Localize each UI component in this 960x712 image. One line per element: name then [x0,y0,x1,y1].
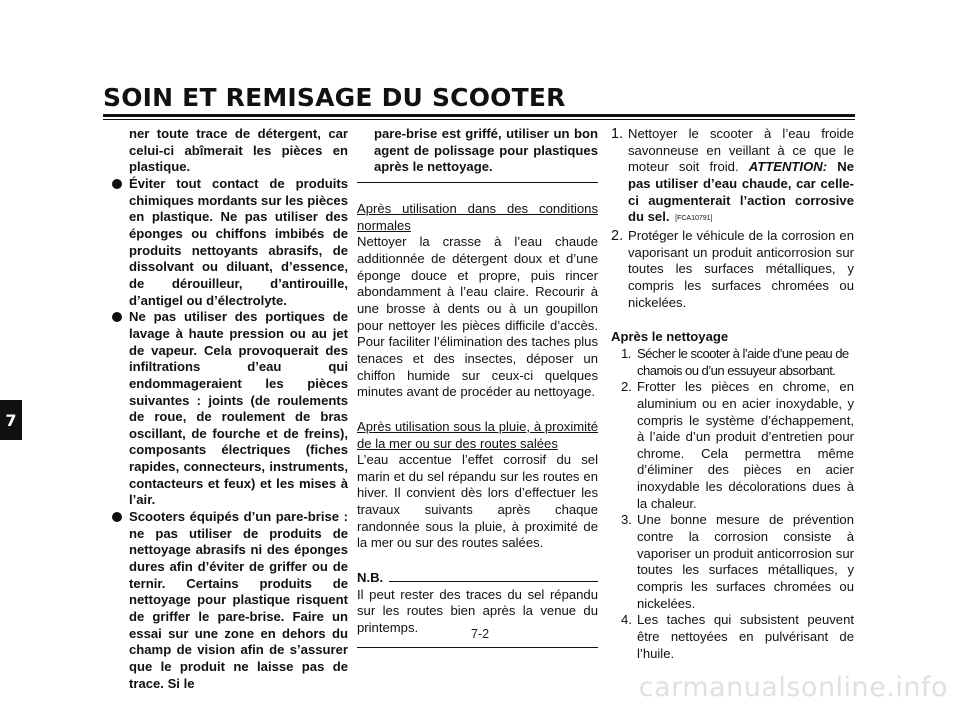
bullet-icon [112,512,122,522]
note-rule [389,581,598,582]
page-number: 7-2 [470,627,490,641]
reference-code: [FCA10791] [675,215,713,223]
list-item [611,228,854,311]
column-1 [112,126,348,692]
title-underline-thin [103,119,855,120]
page-title: SOIN ET REMISAGE DU SCOOTER [103,83,566,112]
item-number: 4. [621,612,632,628]
item-text: Une bonne mesure de prévention contre la corrosion consiste à vaporiser un produit anticorrosion sur toutes les surfaces métalliques, y compris les surfaces chromées ou nickelées. [637,512,854,611]
continued-text: pare-brise est griffé, utiliser un bon agent de polissage pour plastiques après le nettoyage. [374,126,598,175]
item-text: Sécher le scooter à l’aide d’une peau de chamois ou d’un essuyeur absorbant. [637,345,849,378]
attention-label: ATTENTION: [748,159,838,175]
continued-text: ner toute trace de détergent, car celui-ci abîmerait les pièces en plastique. [129,126,348,175]
section-title: Après utilisation dans des conditions normales [357,200,598,233]
bullet-icon [112,179,122,189]
section-body: L’eau accentue l’effet corrosif du sel marin et du sel répandu sur les routes en hiver. Il convient dès lors d’effectuer les travaux suivants après chaque randonnée sous la pluie, à proximité de la mer ou sur des routes salées. [357,452,598,551]
item-number: 2. [621,379,632,395]
list-item [611,126,854,228]
section-body: Nettoyer la crasse à l’eau chaude additionnée de détergent doux et d’une éponge douce et propre, puis rincer abondamment à l’eau claire. Recourir à une brosse à dents ou à un goupillon pour nettoyer les pièces difficile d’accès. Pour faciliter l’élimination des taches plus tenaces et des insectes, déposer un chiffon humide sur ceux-ci quelques minutes avant de procéder au nettoyage. [357,234,598,400]
item-text: Protéger le véhicule de la corrosion en vaporisant un produit anticorrosion sur toutes les surfaces métalliques, y compris les surfaces chromées ou nickelées. [628,227,854,310]
watermark: carmanualsonline.info [638,672,948,703]
list-item [611,346,854,379]
bullet-item [112,176,348,309]
section-title: Après le nettoyage [611,329,729,345]
note-end-rule [357,647,598,648]
item-number: 3. [621,512,632,528]
bullet-item [112,309,348,509]
note-label: N.B. [357,570,384,586]
chapter-tab: 7 [0,400,22,440]
after-list [611,346,854,662]
item-number: 1. [611,126,624,142]
item-number: 1. [621,345,631,361]
column-2 [357,126,598,648]
item-number: 2. [611,227,624,244]
item-text: Les taches qui subsistent peuvent être nettoyées en pulvérisant de l’huile. [637,612,854,661]
column-3 [611,126,854,662]
attention-text: Ne pas utiliser d’eau chaude, car celle-ci augmenterait l’action corrosive du sel. [628,159,854,225]
note-header [357,570,598,587]
notice-end-rule [357,182,598,183]
section-title: Après utilisation sous la pluie, à proximité de la mer ou sur des routes salées [357,418,598,451]
item-text: Frotter les pièces en chrome, en aluminium ou en acier inoxydable, y compris le système d’échappement, à l’aide d’un produit d’entretien pour chrome. Cela permettra même d’éliminer des pièces en acier inoxydable les décolorations dues à la chaleur. [637,379,854,511]
note-body: Il peut rester des traces du sel répandu sur les routes bien après la venue du printemps. [357,586,598,636]
bullet-text: Scooters équipés d’un pare-brise : ne pas utiliser de produits de nettoyage abrasifs ni des éponges dures afin d’éviter de griffer ou de ternir. Certains produits de nettoyage pour plastique risquent de griffer le pare-brise. Faire un essai sur une zone en dehors du champ de vision afin de s’assurer que le produit ne laisse pas de trace. Si le [129,509,348,691]
bullet-icon [112,312,122,322]
bullet-text: Ne pas utiliser des portiques de lavage à haute pression ou au jet de vapeur. Cela provoquerait des infiltrations d’eau qui endommageraient les pièces suivantes : joints (de roulements de roue, de roulement de bras oscillant, de fourche et de freins), composants électriques (fiches rapides, connecteurs, instruments, contacteurs et feux) et les mises à l’air. [129,309,348,508]
item-text: Nettoyer le scooter à l’eau froide savonneuse en veillant à ce que le moteur soit froid. [628,126,854,175]
bullet-item [112,509,348,692]
title-underline [103,114,855,117]
bullet-text: Éviter tout contact de produits chimiques mordants sur les pièces en plastique. Ne pas utiliser des éponges ou chiffons imbibés de produits nettoyants abrasifs, de dissolvant ou diluant, d’essence, de dérouilleur, d’antirouille, d’antigel ou d’électrolyte. [129,175,348,308]
list-item [611,512,854,612]
list-item [611,379,854,512]
